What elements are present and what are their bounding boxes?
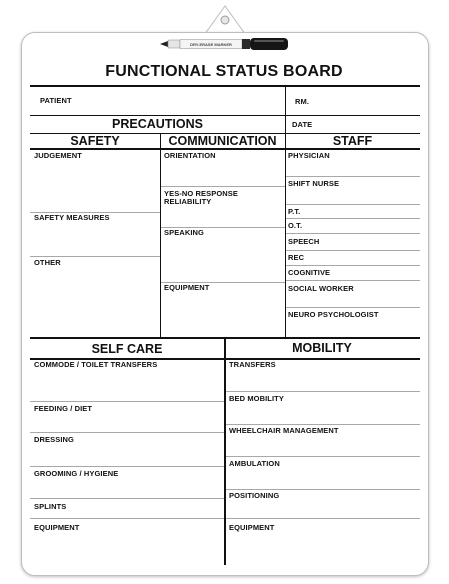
selfcare-item-dressing: DRESSING [34, 435, 74, 444]
line-staff-3 [286, 218, 420, 219]
date-label: DATE [292, 120, 313, 129]
safety-item-other: OTHER [34, 258, 61, 267]
line-mobility-5 [226, 518, 420, 519]
staff-item-social-worker: SOCIAL WORKER [288, 284, 354, 293]
rule-title [30, 85, 420, 87]
mobility-item-equipment: EQUIPMENT [229, 523, 275, 532]
dry-erase-marker[interactable] [158, 36, 292, 52]
line-staff-6 [286, 265, 420, 266]
line-mobility-1 [226, 391, 420, 392]
staff-item-physician: PHYSICIAN [288, 151, 330, 160]
mobility-item-transfers: TRANSFERS [229, 360, 276, 369]
line-mobility-2 [226, 424, 420, 425]
line-staff-1 [286, 176, 420, 177]
selfcare-item-feeding: FEEDING / DIET [34, 404, 93, 413]
comm-item-speaking: SPEAKING [164, 228, 204, 237]
mobility-item-positioning: POSITIONING [229, 491, 280, 500]
marker-label: DRY-ERASE MARKER [190, 42, 232, 48]
line-staff-7 [286, 280, 420, 281]
patient-label: PATIENT [40, 96, 72, 105]
line-mobility-4 [226, 489, 420, 490]
board-title: FUNCTIONAL STATUS BOARD [105, 63, 343, 80]
safety-item-safety-measures: SAFETY MEASURES [34, 213, 110, 222]
staff-item-rec: REC [288, 253, 305, 262]
line-staff-5 [286, 250, 420, 251]
mobility-item-wheelchair: WHEELCHAIR MANAGEMENT [229, 426, 339, 435]
selfcare-item-grooming: GROOMING / HYGIENE [34, 469, 119, 478]
selfcare-item-splints: SPLINTS [34, 502, 67, 511]
comm-item-orientation: ORIENTATION [164, 151, 216, 160]
mobility-header: MOBILITY [292, 341, 352, 355]
line-selfcare-2 [30, 432, 224, 433]
divider-safety [160, 133, 161, 337]
staff-item-speech: SPEECH [288, 237, 320, 246]
divider-staff [285, 85, 286, 337]
staff-item-neuro-psychologist: NEURO PSYCHOLOGIST [288, 310, 379, 319]
comm-item-equipment: EQUIPMENT [164, 283, 210, 292]
line-selfcare-5 [30, 518, 224, 519]
staff-item-ot: O.T. [288, 221, 303, 230]
selfcare-header: SELF CARE [91, 342, 163, 356]
mobility-item-bed-mobility: BED MOBILITY [229, 394, 284, 403]
line-mobility-3 [226, 456, 420, 457]
rule-column-headers [30, 148, 420, 150]
selfcare-item-commode: COMMODE / TOILET TRANSFERS [34, 360, 158, 369]
rule-patient [30, 115, 420, 116]
precautions-header: PRECAUTIONS [112, 117, 203, 131]
comm-item-yes-no-response: YES-NO RESPONSE [164, 189, 239, 198]
selfcare-item-equipment: EQUIPMENT [34, 523, 80, 532]
staff-item-shift-nurse: SHIFT NURSE [288, 179, 340, 188]
line-selfcare-4 [30, 498, 224, 499]
mobility-item-ambulation: AMBULATION [229, 459, 280, 468]
line-staff-4 [286, 233, 420, 234]
divider-selfcare [224, 337, 226, 565]
safety-header: SAFETY [70, 134, 120, 148]
line-comm-1 [161, 186, 285, 187]
line-staff-8 [286, 307, 420, 308]
communication-header: COMMUNICATION [168, 134, 277, 148]
line-safety-2 [30, 256, 160, 257]
staff-item-pt: P.T. [288, 207, 301, 216]
comm-item-reliability: RELIABILITY [164, 197, 212, 206]
line-selfcare-3 [30, 466, 224, 467]
staff-header: STAFF [332, 134, 373, 148]
staff-item-cognitive: COGNITIVE [288, 268, 331, 277]
safety-item-judgement: JUDGEMENT [34, 151, 82, 160]
room-label: RM. [295, 97, 310, 106]
line-selfcare-1 [30, 401, 224, 402]
line-staff-2 [286, 204, 420, 205]
